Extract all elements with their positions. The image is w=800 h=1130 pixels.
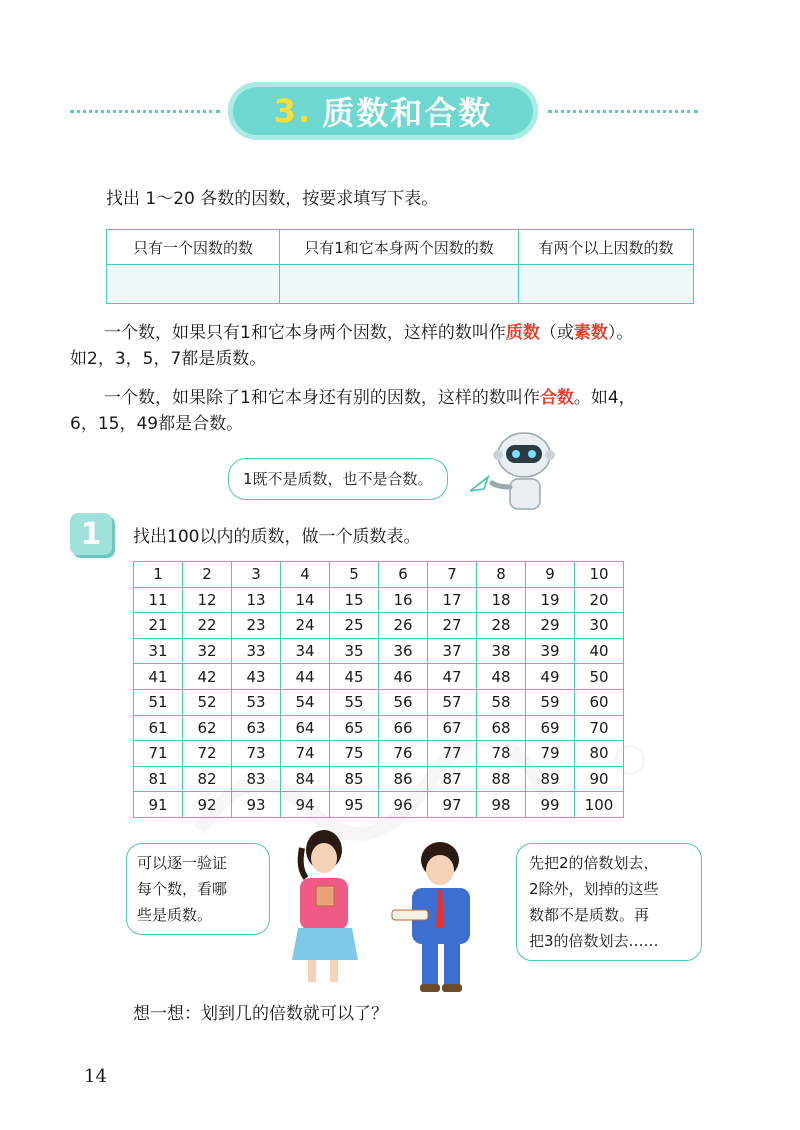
grid-cell[interactable]: 13 — [232, 587, 281, 613]
grid-cell[interactable]: 35 — [330, 638, 379, 664]
grid-cell[interactable]: 96 — [379, 792, 428, 818]
boy-illustration — [388, 838, 498, 998]
grid-cell[interactable]: 19 — [526, 587, 575, 613]
grid-row — [134, 689, 624, 715]
grid-cell[interactable]: 93 — [232, 792, 281, 818]
girl-speech-bubble: 可以逐一验证 每个数，看哪 些是质数。 — [126, 843, 270, 935]
grid-cell[interactable]: 59 — [526, 689, 575, 715]
title-divider-left — [70, 110, 220, 113]
grid-cell[interactable]: 46 — [379, 664, 428, 690]
grid-cell[interactable]: 81 — [134, 766, 183, 792]
grid-cell[interactable]: 14 — [281, 587, 330, 613]
grid-cell[interactable]: 4 — [281, 562, 330, 588]
grid-cell[interactable]: 78 — [477, 741, 526, 767]
grid-cell[interactable]: 27 — [428, 613, 477, 639]
exercise-prompt: 找出100以内的质数，做一个质数表。 — [133, 527, 421, 547]
grid-cell[interactable]: 87 — [428, 766, 477, 792]
factor-table-header: 只有1和它本身两个因数的数 — [280, 230, 519, 265]
grid-cell[interactable]: 95 — [330, 792, 379, 818]
grid-cell[interactable]: 85 — [330, 766, 379, 792]
section-title — [228, 82, 538, 140]
grid-cell[interactable]: 31 — [134, 638, 183, 664]
grid-cell[interactable]: 23 — [232, 613, 281, 639]
grid-cell[interactable]: 29 — [526, 613, 575, 639]
grid-row — [134, 664, 624, 690]
grid-cell[interactable]: 15 — [330, 587, 379, 613]
grid-cell[interactable]: 72 — [183, 741, 232, 767]
grid-cell[interactable]: 44 — [281, 664, 330, 690]
grid-cell[interactable]: 55 — [330, 689, 379, 715]
page-number: 14 — [84, 1066, 107, 1087]
grid-cell[interactable]: 63 — [232, 715, 281, 741]
grid-cell[interactable]: 80 — [575, 741, 624, 767]
grid-cell[interactable]: 70 — [575, 715, 624, 741]
grid-cell[interactable]: 77 — [428, 741, 477, 767]
grid-cell[interactable]: 3 — [232, 562, 281, 588]
grid-cell[interactable]: 79 — [526, 741, 575, 767]
grid-cell[interactable]: 1 — [134, 562, 183, 588]
title-divider-right — [548, 110, 698, 113]
grid-cell[interactable]: 89 — [526, 766, 575, 792]
composite-term: 合数 — [539, 388, 574, 408]
grid-cell[interactable]: 86 — [379, 766, 428, 792]
grid-cell[interactable]: 57 — [428, 689, 477, 715]
grid-cell[interactable]: 36 — [379, 638, 428, 664]
grid-row — [134, 715, 624, 741]
factor-table-header: 有两个以上因数的数 — [519, 230, 694, 265]
grid-cell[interactable]: 76 — [379, 741, 428, 767]
grid-cell[interactable]: 66 — [379, 715, 428, 741]
grid-cell[interactable]: 25 — [330, 613, 379, 639]
grid-cell[interactable]: 11 — [134, 587, 183, 613]
grid-cell[interactable]: 54 — [281, 689, 330, 715]
grid-cell[interactable]: 30 — [575, 613, 624, 639]
grid-cell[interactable]: 51 — [134, 689, 183, 715]
grid-cell[interactable]: 56 — [379, 689, 428, 715]
grid-cell[interactable]: 32 — [183, 638, 232, 664]
grid-cell[interactable]: 62 — [183, 715, 232, 741]
grid-cell[interactable]: 22 — [183, 613, 232, 639]
robot-illustration — [470, 425, 560, 510]
grid-cell[interactable]: 91 — [134, 792, 183, 818]
grid-cell[interactable]: 94 — [281, 792, 330, 818]
prime-term: 质数 — [505, 323, 540, 343]
factor-table-cell[interactable] — [107, 265, 280, 304]
grid-cell[interactable]: 17 — [428, 587, 477, 613]
section-title-text: 质数和合数 — [322, 94, 493, 132]
grid-cell[interactable]: 84 — [281, 766, 330, 792]
grid-cell[interactable]: 58 — [477, 689, 526, 715]
section-number: 3. — [273, 92, 313, 130]
exercise-number-badge: 1 — [70, 513, 112, 555]
prime-definition: 一个数，如果只有1和它本身两个因数，这样的数叫作质数（或素数）。 如2，3，5，7都是质数。 — [70, 323, 634, 369]
grid-row — [134, 587, 624, 613]
grid-cell[interactable]: 47 — [428, 664, 477, 690]
intro-text: 找出 1～20 各数的因数，按要求填写下表。 — [106, 189, 439, 209]
grid-cell[interactable]: 6 — [379, 562, 428, 588]
grid-cell[interactable]: 100 — [575, 792, 624, 818]
grid-cell[interactable]: 97 — [428, 792, 477, 818]
grid-cell[interactable]: 42 — [183, 664, 232, 690]
grid-cell[interactable]: 73 — [232, 741, 281, 767]
grid-cell[interactable]: 5 — [330, 562, 379, 588]
grid-cell[interactable]: 83 — [232, 766, 281, 792]
grid-cell[interactable]: 67 — [428, 715, 477, 741]
grid-cell[interactable]: 53 — [232, 689, 281, 715]
grid-row — [134, 613, 624, 639]
grid-cell[interactable]: 99 — [526, 792, 575, 818]
grid-cell[interactable]: 16 — [379, 587, 428, 613]
grid-cell[interactable]: 26 — [379, 613, 428, 639]
grid-cell[interactable]: 33 — [232, 638, 281, 664]
factor-table-header: 只有一个因数的数 — [107, 230, 280, 265]
grid-cell[interactable]: 39 — [526, 638, 575, 664]
robot-speech-bubble: 1既不是质数，也不是合数。 — [228, 458, 448, 500]
grid-cell[interactable]: 10 — [575, 562, 624, 588]
grid-cell[interactable]: 68 — [477, 715, 526, 741]
grid-cell[interactable]: 7 — [428, 562, 477, 588]
grid-cell[interactable]: 2 — [183, 562, 232, 588]
factor-table-cell[interactable] — [519, 265, 694, 304]
grid-row — [134, 562, 624, 588]
grid-cell[interactable]: 40 — [575, 638, 624, 664]
grid-cell[interactable]: 50 — [575, 664, 624, 690]
grid-cell[interactable]: 9 — [526, 562, 575, 588]
think-question: 想一想：划到几的倍数就可以了？ — [133, 1004, 388, 1024]
girl-illustration — [272, 828, 382, 988]
factor-table-cell[interactable] — [280, 265, 519, 304]
publisher-watermark — [190, 740, 650, 850]
grid-cell[interactable]: 60 — [575, 689, 624, 715]
grid-cell[interactable]: 64 — [281, 715, 330, 741]
grid-cell[interactable]: 48 — [477, 664, 526, 690]
grid-cell[interactable]: 18 — [477, 587, 526, 613]
grid-cell[interactable]: 98 — [477, 792, 526, 818]
grid-cell[interactable]: 90 — [575, 766, 624, 792]
grid-cell[interactable]: 65 — [330, 715, 379, 741]
grid-cell[interactable]: 45 — [330, 664, 379, 690]
grid-cell[interactable]: 61 — [134, 715, 183, 741]
grid-cell[interactable]: 34 — [281, 638, 330, 664]
grid-cell[interactable]: 12 — [183, 587, 232, 613]
grid-cell[interactable]: 21 — [134, 613, 183, 639]
grid-cell[interactable]: 88 — [477, 766, 526, 792]
composite-definition: 一个数，如果除了1和它本身还有别的因数，这样的数叫作合数。如4， 6，15，49都是合数。 — [70, 388, 636, 434]
grid-cell[interactable]: 74 — [281, 741, 330, 767]
grid-cell[interactable]: 71 — [134, 741, 183, 767]
grid-row — [134, 638, 624, 664]
grid-cell[interactable]: 8 — [477, 562, 526, 588]
grid-cell[interactable]: 38 — [477, 638, 526, 664]
grid-cell[interactable]: 52 — [183, 689, 232, 715]
grid-cell[interactable]: 69 — [526, 715, 575, 741]
grid-cell[interactable]: 28 — [477, 613, 526, 639]
boy-speech-bubble: 先把2的倍数划去， 2除外，划掉的这些 数都不是质数。再 把3的倍数划去…… — [516, 843, 702, 961]
grid-cell[interactable]: 92 — [183, 792, 232, 818]
grid-cell[interactable]: 75 — [330, 741, 379, 767]
grid-cell[interactable]: 37 — [428, 638, 477, 664]
grid-cell[interactable]: 82 — [183, 766, 232, 792]
grid-cell[interactable]: 49 — [526, 664, 575, 690]
factor-table — [106, 229, 694, 304]
grid-cell[interactable]: 41 — [134, 664, 183, 690]
prime-alt-term: 素数 — [573, 323, 608, 343]
grid-cell[interactable]: 20 — [575, 587, 624, 613]
grid-cell[interactable]: 43 — [232, 664, 281, 690]
grid-cell[interactable]: 24 — [281, 613, 330, 639]
